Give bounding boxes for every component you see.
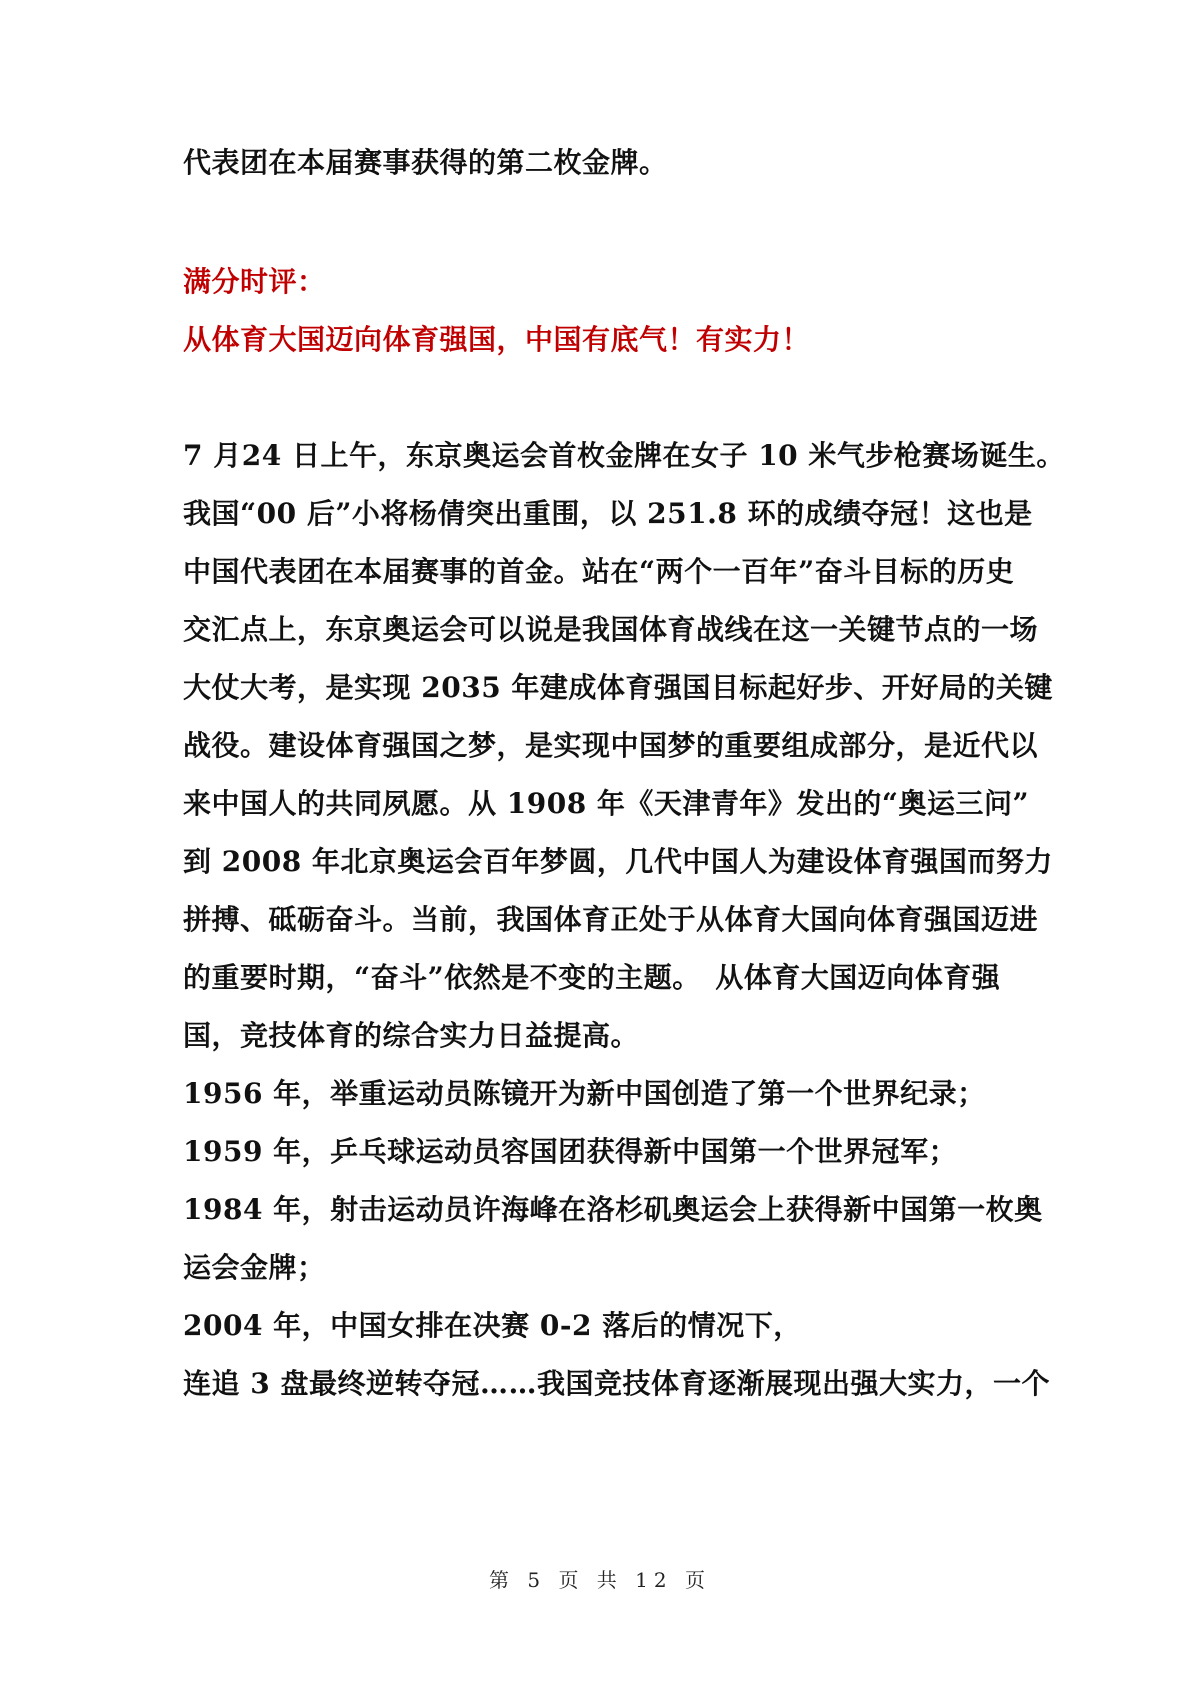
body-line: 来中国人的共同夙愿。从 1908 年《天津青年》发出的“奥运三问”	[183, 787, 1030, 820]
body-line: 运会金牌；	[183, 1251, 326, 1284]
body-line: 中国代表团在本届赛事的首金。站在“两个一百年”奋斗目标的历史	[183, 555, 1015, 588]
body-line: 国，竞技体育的综合实力日益提高。	[183, 1019, 640, 1052]
body-line: 1984 年，射击运动员许海峰在洛杉矶奥运会上获得新中国第一枚奥	[183, 1193, 1043, 1226]
body-line: 连追 3 盘最终逆转夺冠……我国竞技体育逐渐展现出强大实力，一个	[183, 1367, 1050, 1400]
body-line: 1956 年，举重运动员陈镜开为新中国创造了第一个世界纪录；	[183, 1077, 986, 1110]
body-line: 2004 年，中国女排在决赛 0-2 落后的情况下，	[183, 1309, 802, 1342]
body-line: 交汇点上，东京奥运会可以说是我国体育战线在这一关键节点的一场	[183, 613, 1039, 646]
body-line: 大仗大考，是实现 2035 年建成体育强国目标起好步、开好局的关键	[183, 671, 1053, 704]
body-line: 拼搏、砥砺奋斗。当前，我国体育正处于从体育大国向体育强国迈进	[183, 903, 1039, 936]
body-line: 的重要时期，“奋斗”依然是不变的主题。 从体育大国迈向体育强	[183, 961, 1001, 994]
page-indicator: 第 5 页 共 12 页	[489, 1568, 711, 1592]
body-line: 我国“00 后”小将杨倩突出重围，以 251.8 环的成绩夺冠！这也是	[183, 497, 1033, 530]
section-label: 满分时评：	[183, 265, 326, 298]
section-title: 从体育大国迈向体育强国，中国有底气！有实力！	[183, 323, 811, 356]
body-line: 7 月24 日上午，东京奥运会首枚金牌在女子 10 米气步枪赛场诞生。	[183, 439, 1065, 472]
body-line: 1959 年，乒乓球运动员容国团获得新中国第一个世界冠军；	[183, 1135, 958, 1168]
body-line: 战役。建设体育强国之梦，是实现中国梦的重要组成部分，是近代以	[183, 729, 1039, 762]
continuation-text: 代表团在本届赛事获得的第二枚金牌。	[183, 146, 668, 179]
body-line: 到 2008 年北京奥运会百年梦圆，几代中国人为建设体育强国而努力	[183, 845, 1053, 878]
